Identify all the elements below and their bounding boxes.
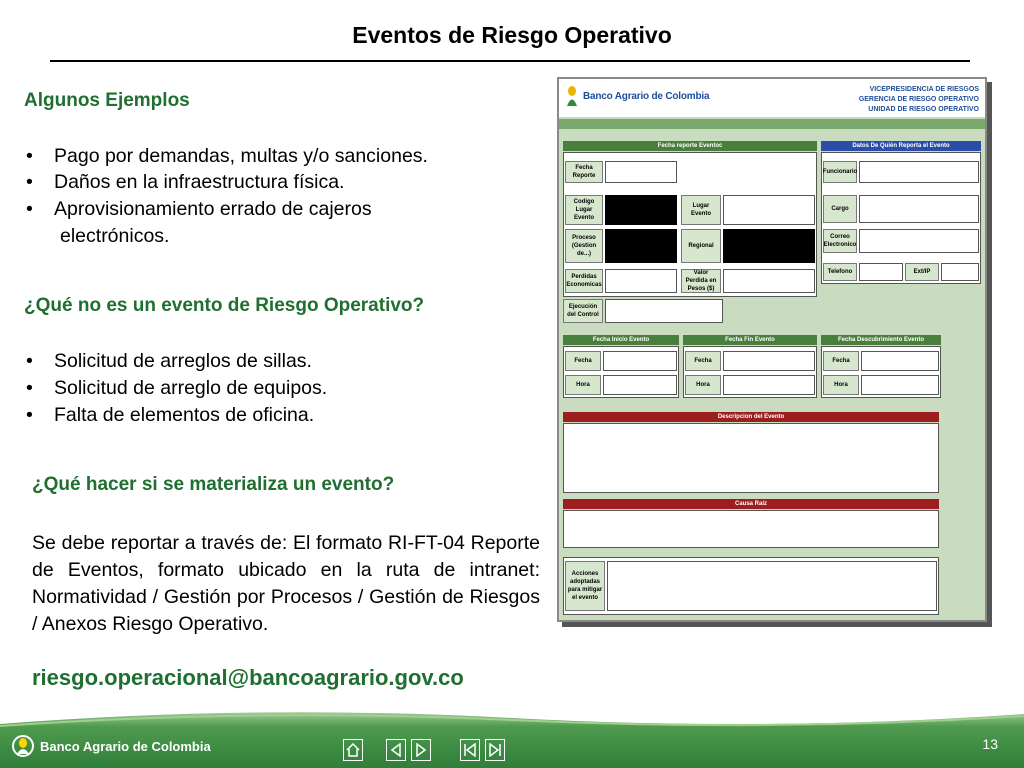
input-valor-perdida[interactable] xyxy=(723,269,815,293)
label-proceso: Proceso (Gestion de...) xyxy=(565,229,603,263)
not-event-item-2-text: Solicitud de arreglo de equipos. xyxy=(54,377,328,399)
what-to-do-heading: ¿Qué hacer si se materializa un evento? xyxy=(32,474,395,495)
input-codigo-lugar[interactable] xyxy=(605,195,677,225)
label-lugar-evento: Lugar Evento xyxy=(681,195,721,225)
section-fecha-reporte: Fecha reporte Eventoc xyxy=(563,141,817,151)
form-header-line-2: GERENCIA DE RIESGO OPERATIVO xyxy=(858,96,979,103)
last-icon[interactable] xyxy=(485,739,505,761)
section-fecha-fin: Fecha Fin Evento xyxy=(683,335,817,345)
form-header xyxy=(559,79,987,117)
input-regional[interactable] xyxy=(723,229,815,263)
next-icon[interactable] xyxy=(411,739,431,761)
nav-group-3 xyxy=(460,739,505,761)
section-datos-reporta: Datos De Quién Reporta el Evento xyxy=(821,141,981,151)
section-causa-raiz: Causa Raíz xyxy=(563,499,939,509)
label-inicio-fecha: Fecha xyxy=(565,351,601,371)
input-inicio-hora[interactable] xyxy=(603,375,677,395)
label-ext: Ext/IP xyxy=(905,263,939,281)
example-item-3-cont: electrónicos. xyxy=(60,225,170,247)
label-fin-hora: Hora xyxy=(685,375,721,395)
label-correo: Correo Electronico xyxy=(823,229,857,253)
input-causa-raiz[interactable] xyxy=(563,510,939,548)
label-telefono: Telefono xyxy=(823,263,857,281)
example-item-2-text: Daños en la infraestructura física. xyxy=(54,171,345,193)
label-desc-hora: Hora xyxy=(823,375,859,395)
not-event-item-3-text: Falta de elementos de oficina. xyxy=(54,404,315,426)
form-logo xyxy=(565,85,709,107)
example-item-1: • Pago por demandas, multas y/o sanciones. xyxy=(26,145,428,167)
footer-bank-name: Banco Agrario de Colombia xyxy=(40,738,211,754)
slide-title: Eventos de Riesgo Operativo xyxy=(352,22,672,48)
label-fecha-reporte: Fecha Reporte xyxy=(565,161,603,183)
home-icon[interactable] xyxy=(343,739,363,761)
form-header-line-3: UNIDAD DE RIESGO OPERATIVO xyxy=(868,106,979,113)
title-divider xyxy=(50,60,970,62)
examples-heading: Algunos Ejemplos xyxy=(24,90,190,111)
input-ext[interactable] xyxy=(941,263,979,281)
label-ejecucion-control: Ejecución del Control xyxy=(563,299,603,323)
form-bank-name: Banco Agrario de Colombia xyxy=(583,90,710,102)
input-funcionario[interactable] xyxy=(859,161,979,183)
form-header-line-1: VICEPRESIDENCIA DE RIESGOS xyxy=(869,86,979,93)
not-event-item-2: • Solicitud de arreglo de equipos. xyxy=(26,377,328,399)
form-header-band xyxy=(559,119,987,129)
label-acciones: Acciones adoptadas para mitigar el evento xyxy=(565,561,605,611)
input-telefono[interactable] xyxy=(859,263,903,281)
label-cargo: Cargo xyxy=(823,195,857,223)
input-desc-fecha[interactable] xyxy=(861,351,939,371)
not-event-item-1-text: Solicitud de arreglos de sillas. xyxy=(54,350,312,372)
nav-group-1 xyxy=(343,739,363,761)
example-item-1-text: Pago por demandas, multas y/o sanciones. xyxy=(54,145,428,167)
example-item-3: • Aprovisionamiento errado de cajeros xyxy=(26,198,372,220)
contact-email[interactable]: riesgo.operacional@bancoagrario.gov.co xyxy=(32,665,464,690)
example-item-2: • Daños en la infraestructura física. xyxy=(26,171,345,193)
page-number: 13 xyxy=(982,736,998,752)
label-codigo-lugar: Codigo Lugar Evento xyxy=(565,195,603,225)
label-valor-perdida: Valor Perdida en Pesos ($) xyxy=(681,269,721,293)
input-desc-hora[interactable] xyxy=(861,375,939,395)
first-icon[interactable] xyxy=(460,739,480,761)
section-fecha-descubrimiento: Fecha Descubrimiento Evento xyxy=(821,335,941,345)
nav-group-2 xyxy=(386,739,431,761)
not-event-item-3: • Falta de elementos de oficina. xyxy=(26,404,315,426)
input-proceso[interactable] xyxy=(605,229,677,263)
label-funcionario: Funcionario xyxy=(823,161,857,183)
label-inicio-hora: Hora xyxy=(565,375,601,395)
footer-logo xyxy=(12,734,211,758)
example-item-3-text: Aprovisionamiento errado de cajeros xyxy=(54,198,372,220)
label-desc-fecha: Fecha xyxy=(823,351,859,371)
label-perdidas: Perdidas Economicas xyxy=(565,269,603,293)
footer-wave xyxy=(0,704,1024,734)
not-event-item-1: • Solicitud de arreglos de sillas. xyxy=(26,350,312,372)
input-ejecucion-control[interactable] xyxy=(605,299,723,323)
input-descripcion[interactable] xyxy=(563,423,939,493)
input-correo[interactable] xyxy=(859,229,979,253)
section-fecha-inicio: Fecha Inicio Evento xyxy=(563,335,679,345)
form-header-lines xyxy=(859,85,979,115)
what-to-do-body: Se debe reportar a través de: El formato RI-FT-04 Reporte de Eventos, formato ubicado en la ruta de intranet: Normatividad / Gestión por Procesos / Gestión de Riesgos / Anexos Riesgo Operativo. xyxy=(32,532,540,635)
input-inicio-fecha[interactable] xyxy=(603,351,677,371)
section-descripcion: Descripcion del Evento xyxy=(563,412,939,422)
input-fecha-reporte[interactable] xyxy=(605,161,677,183)
bank-logo-icon xyxy=(565,85,579,107)
event-report-form xyxy=(557,77,987,622)
input-perdidas[interactable] xyxy=(605,269,677,293)
not-event-heading: ¿Qué no es un evento de Riesgo Operativo? xyxy=(24,295,425,316)
input-fin-fecha[interactable] xyxy=(723,351,815,371)
input-cargo[interactable] xyxy=(859,195,979,223)
input-fin-hora[interactable] xyxy=(723,375,815,395)
input-lugar-evento[interactable] xyxy=(723,195,815,225)
label-regional: Regional xyxy=(681,229,721,263)
footer-bank-logo-icon xyxy=(12,734,34,758)
label-fin-fecha: Fecha xyxy=(685,351,721,371)
input-acciones[interactable] xyxy=(607,561,937,611)
prev-icon[interactable] xyxy=(386,739,406,761)
